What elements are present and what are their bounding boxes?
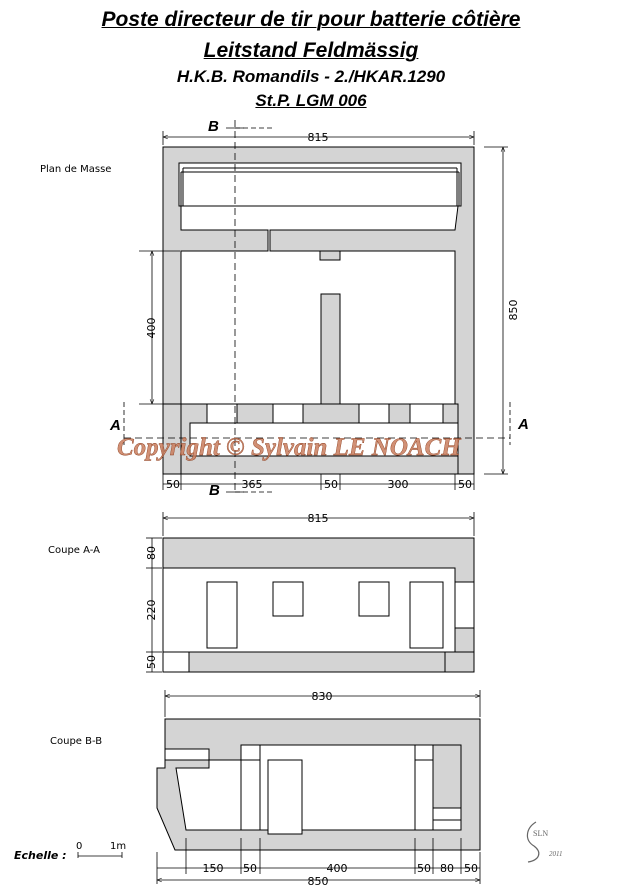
signature-mark <box>527 822 562 862</box>
plan-dim-850: 850 <box>507 299 520 321</box>
plan-dim-300: 300 <box>387 478 409 491</box>
signature-initials: SLN <box>533 829 549 838</box>
coupe-bb-door <box>268 760 302 834</box>
coupe-bb-dim-50-a: 50 <box>243 862 257 875</box>
coupe-aa-opening-3 <box>359 582 389 616</box>
plan-dim-50-c: 50 <box>458 478 472 491</box>
coupe-aa-dim-50: 50 <box>145 655 158 669</box>
plan-dim-50-b: 50 <box>324 478 338 491</box>
drawing-subtitle: Leitstand Feldmässig <box>203 39 419 62</box>
scale-bar <box>78 852 122 858</box>
coupe-bb-dim-850: 850 <box>307 875 329 888</box>
section-b-marker-bottom: B <box>209 482 220 499</box>
coupe-bb-dim-50-b: 50 <box>417 862 431 875</box>
plan-de-masse <box>163 147 474 474</box>
scale-end: 1m <box>110 841 127 852</box>
copyright-watermark: Copyright © Sylvain LE NOACH <box>117 434 461 461</box>
coupe-aa-dim-220: 220 <box>145 599 158 621</box>
coupe-aa-dim-80: 80 <box>145 546 158 560</box>
wall-stub <box>320 251 340 260</box>
scale-label: Echelle : <box>14 849 67 862</box>
central-pillar <box>321 294 340 404</box>
coupe-b-b <box>157 719 480 850</box>
section-a-marker-left: A <box>110 417 121 434</box>
plan-dim-50-a: 50 <box>166 478 180 491</box>
plan-dim-400: 400 <box>145 317 158 339</box>
scale-start: 0 <box>76 841 83 852</box>
coupe-bb-dim-50-c: 50 <box>464 862 478 875</box>
coupe-bb-dim-150: 150 <box>202 862 224 875</box>
plan-dim-365: 365 <box>241 478 263 491</box>
coupe-aa-opening-4 <box>410 582 443 648</box>
station-reference: St.P. LGM 006 <box>255 91 367 110</box>
section-a-marker-right: A <box>518 416 529 433</box>
coupe-aa-opening-1 <box>207 582 237 648</box>
coupe-bb-dim-400: 400 <box>326 862 348 875</box>
plan-label: Plan de Masse <box>40 164 112 175</box>
signature-year: 2011 <box>549 850 563 858</box>
plan-dim-815: 815 <box>307 131 329 144</box>
coupe-aa-dim-815: 815 <box>307 512 329 525</box>
battery-name: H.K.B. Romandils - 2./HKAR.1290 <box>176 67 446 86</box>
coupe-bb-dim-80: 80 <box>440 862 454 875</box>
coupe-bb-label: Coupe B-B <box>50 736 103 747</box>
coupe-a-a <box>163 538 474 672</box>
drawing-title: Poste directeur de tir pour batterie côtière <box>101 8 521 31</box>
coupe-bb-dim-830: 830 <box>311 690 333 703</box>
embrasure <box>179 163 461 206</box>
section-b-marker-top: B <box>208 118 219 135</box>
coupe-aa-label: Coupe A-A <box>48 545 100 556</box>
coupe-aa-opening-2 <box>273 582 303 616</box>
